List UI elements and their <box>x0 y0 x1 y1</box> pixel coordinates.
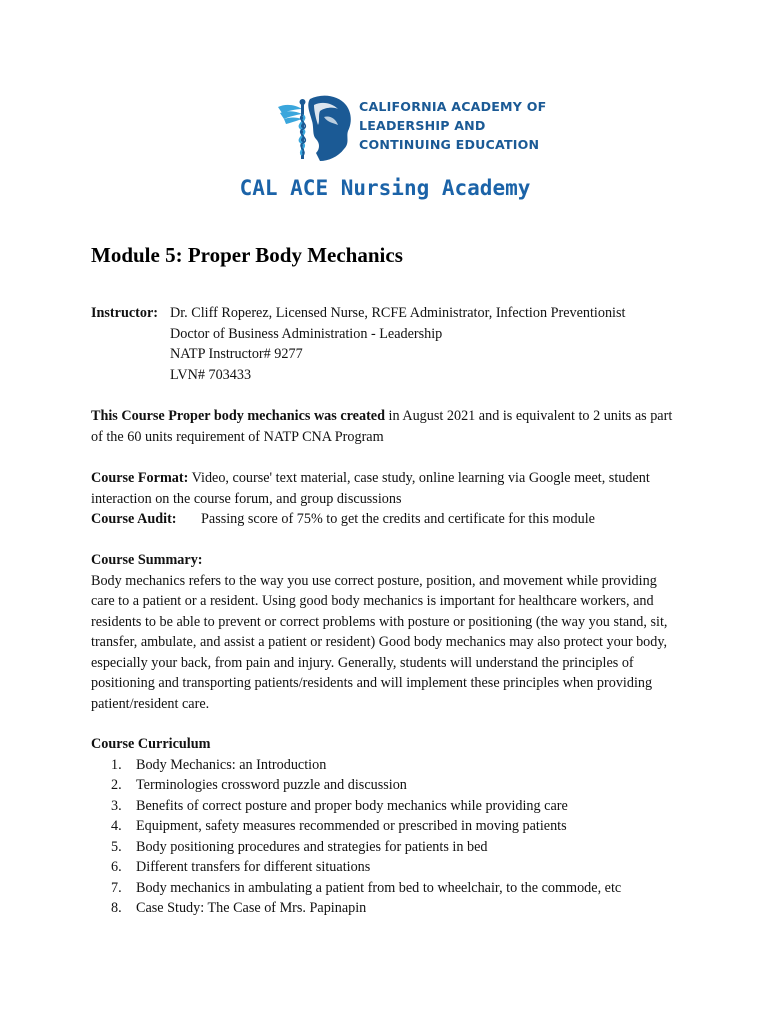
instructor-details <box>170 303 625 385</box>
summary-line: especially your back, from pain and injury. Generally, students will understand the principles of <box>91 654 634 671</box>
list-item-text: Different transfers for different situations <box>136 859 371 875</box>
list-item-number: 7. <box>111 879 122 896</box>
list-item <box>91 755 691 776</box>
course-curriculum-label: Course Curriculum <box>91 736 211 752</box>
logo-line-2: LEADERSHIP AND <box>359 118 486 133</box>
curriculum-list <box>91 755 691 919</box>
summary-line: positioning and transporting patients/residents and will implement these principles when providing <box>91 675 653 691</box>
course-audit-label: Course Audit: <box>91 511 177 527</box>
instructor-line: Dr. Cliff Roperez, Licensed Nurse, RCFE Administrator, Infection Preventionist <box>170 305 626 321</box>
course-format-text-2: interaction on the course forum, and group discussions <box>91 490 402 507</box>
course-format-paragraph <box>91 468 691 530</box>
list-item-number: 6. <box>111 859 122 875</box>
course-format-text: Video, course' text material, case study, online learning via Google meet, student <box>188 470 650 486</box>
list-item-text: Body mechanics in ambulating a patient from bed to wheelchair, to the commode, etc <box>136 879 622 896</box>
logo-wordmark <box>359 97 546 154</box>
instructor-line: NATP Instructor# 9277 <box>170 346 303 362</box>
course-summary-section <box>91 550 711 714</box>
list-item-number: 8. <box>111 900 122 916</box>
logo-line-3: CONTINUING EDUCATION <box>359 137 540 152</box>
academy-logo <box>276 93 556 165</box>
course-created-paragraph <box>91 406 691 447</box>
list-item <box>91 816 691 837</box>
list-item-number: 4. <box>111 818 122 834</box>
course-format-label: Course Format: <box>91 470 189 486</box>
list-item-text: Benefits of correct posture and proper body mechanics while providing care <box>136 797 568 814</box>
course-created-label: This Course Proper body mechanics was created <box>91 408 385 424</box>
list-item <box>91 857 691 878</box>
instructor-label: Instructor: <box>91 305 158 321</box>
list-item-text: Case Study: The Case of Mrs. Papinapin <box>136 900 367 916</box>
list-item-number: 2. <box>111 777 122 793</box>
summary-line: patient/resident care. <box>91 695 210 712</box>
list-item <box>91 796 691 817</box>
summary-line: residents to be able to prevent or correct problems with posture or positioning (the way you stand, sit, <box>91 613 668 630</box>
course-curriculum-section <box>91 734 691 919</box>
list-item <box>91 878 691 899</box>
academy-title: CAL ACE Nursing Academy <box>239 176 531 200</box>
module-title: Module 5: Proper Body Mechanics <box>91 243 403 267</box>
summary-line: care to a patient or a resident. Using good body mechanics is important for healthcare workers, and <box>91 593 654 609</box>
list-item-text: Body positioning procedures and strategies for patients in bed <box>136 838 488 855</box>
course-audit-text: Passing score of 75% to get the credits and certificate for this module <box>201 511 595 527</box>
course-created-text: in August 2021 and is equivalent to 2 units as part <box>385 408 673 424</box>
summary-line: Body mechanics refers to the way you use correct posture, position, and movement while providing <box>91 572 657 589</box>
list-item <box>91 837 691 858</box>
logo-line-1: CALIFORNIA ACADEMY OF <box>359 99 547 114</box>
list-item <box>91 775 691 796</box>
list-item-number: 3. <box>111 797 122 814</box>
list-item-number: 1. <box>111 756 122 773</box>
list-item-text: Body Mechanics: an Introduction <box>136 756 327 773</box>
caduceus-lion-logo-icon <box>276 93 356 165</box>
instructor-line: Doctor of Business Administration - Leadership <box>170 325 443 342</box>
list-item-text: Equipment, safety measures recommended or prescribed in moving patients <box>136 818 567 834</box>
list-item-number: 5. <box>111 838 122 855</box>
instructor-line: LVN# 703433 <box>170 366 252 383</box>
summary-line: transfer, ambulate, and assist a patient or resident) Good body mechanics may also protect your body, <box>91 634 668 650</box>
list-item <box>91 898 691 919</box>
course-summary-label: Course Summary: <box>91 552 203 568</box>
course-created-text-2: of the 60 units requirement of NATP CNA Program <box>91 428 384 445</box>
list-item-text: Terminologies crossword puzzle and discussion <box>136 777 407 793</box>
